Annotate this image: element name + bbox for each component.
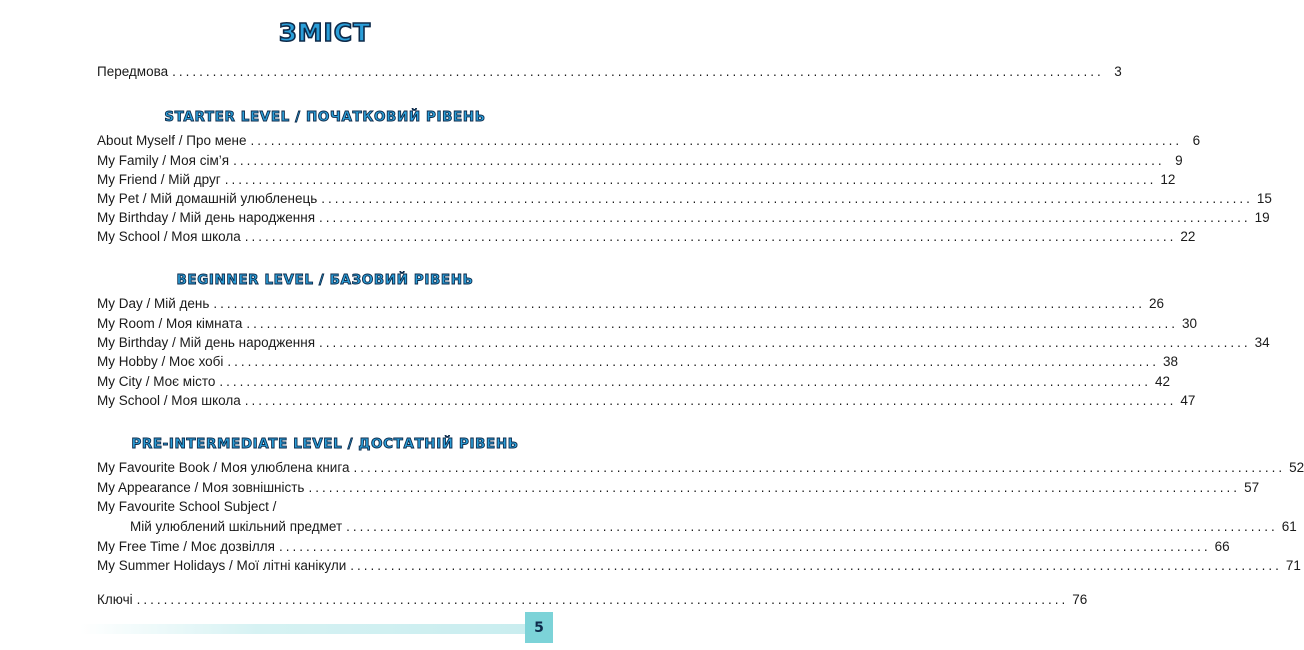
toc-entry-label: My Summer Holidays / Мої літні канікули [97,558,347,573]
toc-entry-label: Передмова [97,64,169,79]
toc-entry-label: My Birthday / Мій день народження [97,335,316,350]
toc-entry-label: My Day / Мій день [97,296,210,311]
section-heading-pre-intermediate: PRE-INTERMEDIATE LEVEL / ДОСТАТНІЙ РІВЕНЬ [131,436,519,452]
toc-entry-label: My Pet / Мій домашній улюбленець [97,191,318,206]
toc-entry[interactable] [97,539,1230,559]
toc-entry[interactable] [97,191,1272,211]
toc-entry-page: 66 [1214,539,1230,554]
toc-entry[interactable] [97,133,1201,153]
toc-entry-label: About Myself / Про мене [97,133,247,148]
section-heading-beginner: BEGINNER LEVEL / БАЗОВИЙ РІВЕНЬ [176,272,474,288]
toc-entry-page: 57 [1244,480,1260,495]
toc-entry-label: My Hobby / Моє хобі [97,354,224,369]
dot-leader: .......................................................................................................................................... [246,316,1178,331]
page-number-badge: 5 [525,612,553,643]
dot-leader: .......................................................................................................................................... [319,335,1251,350]
dot-leader: .......................................................................................................................................... [346,519,1278,534]
dot-leader: .......................................................................................................................................... [233,153,1165,168]
dot-leader: .......................................................................................................................................... [278,539,1211,554]
dot-leader: .......................................................................................................................................... [250,133,1183,148]
toc-entry-page: 47 [1180,393,1196,408]
toc-entry-page: 12 [1160,172,1176,187]
toc-entry[interactable] [97,172,1176,192]
toc-entry-page: 19 [1254,210,1270,225]
toc-entry-label: My Free Time / Моє дозвілля [97,539,275,554]
toc-entry-keys[interactable] [97,592,1088,612]
toc-entry-page: 34 [1254,335,1270,350]
toc-entry-page: 71 [1285,558,1301,573]
toc-entry-page: 38 [1163,354,1179,369]
toc-entry-page: 9 [1175,153,1183,168]
toc-entry-page: 26 [1149,296,1165,311]
toc-entry[interactable] [97,335,1270,355]
page-title: ЗМІСТ [278,18,372,47]
dot-leader: .......................................................................................................................................... [244,229,1177,244]
toc-entry[interactable] [97,210,1270,230]
toc-entry[interactable] [97,296,1165,316]
toc-entry-page: 61 [1281,519,1297,534]
toc-entry-label: My Favourite School Subject / [97,499,277,514]
toc-entry[interactable] [97,460,1304,480]
dot-leader: .......................................................................................................................................... [308,480,1241,495]
toc-entry-label: My School / Моя школа [97,393,241,408]
toc-entry-label: Ключі [97,592,133,607]
dot-leader: .......................................................................................................................................... [321,191,1253,206]
dot-leader: .......................................................................................................................................... [224,172,1157,187]
dot-leader: .......................................................................................................................................... [213,296,1146,311]
toc-entry-page: 3 [1114,64,1122,79]
dot-leader: .......................................................................................................................................... [244,393,1177,408]
toc-entry[interactable] [97,393,1196,413]
toc-entry[interactable] [97,374,1171,394]
toc-entry[interactable] [130,519,1297,539]
toc-entry[interactable] [97,153,1183,173]
dot-leader: .......................................................................................................................................... [350,558,1282,573]
toc-entry-continued[interactable] [97,499,511,519]
toc-entry-intro[interactable] [97,64,1122,84]
toc-entry[interactable] [97,229,1196,249]
dot-leader: .......................................................................................................................................... [172,64,1104,79]
toc-entry-label: My City / Моє місто [97,374,216,389]
toc-entry[interactable] [97,558,1301,578]
toc-entry[interactable] [97,354,1179,374]
toc-entry[interactable] [97,316,1198,336]
toc-entry-page: 15 [1256,191,1272,206]
dot-leader: .......................................................................................................................................... [136,592,1069,607]
toc-entry-page: 42 [1154,374,1171,389]
toc-entry-page: 6 [1192,133,1201,148]
dot-leader: .......................................................................................................................................... [227,354,1160,369]
toc-entry-page: 22 [1180,229,1196,244]
dot-leader: .......................................................................................................................................... [219,374,1151,389]
toc-entry-label: My Birthday / Мій день народження [97,210,316,225]
toc-entry[interactable] [97,480,1260,500]
toc-entry-label: My Favourite Book / Моя улюблена книга [97,460,350,475]
toc-entry-label: Мій улюблений шкільний предмет [130,519,343,534]
toc-entry-label: My School / Моя школа [97,229,241,244]
toc-entry-page: 30 [1181,316,1198,331]
toc-entry-label: My Appearance / Моя зовнішність [97,480,305,495]
footer-band [80,624,525,634]
toc-entry-label: My Friend / Мій друг [97,172,221,187]
toc-entry-label: My Family / Моя сім’я [97,153,230,168]
toc-entry-label: My Room / Моя кімната [97,316,243,331]
section-heading-starter: STARTER LEVEL / ПОЧАТКОВИЙ РІВЕНЬ [164,109,486,125]
toc-entry-page: 76 [1072,592,1088,607]
dot-leader: .......................................................................................................................................... [353,460,1286,475]
dot-leader: .......................................................................................................................................... [319,210,1251,225]
toc-entry-page: 52 [1289,460,1304,475]
